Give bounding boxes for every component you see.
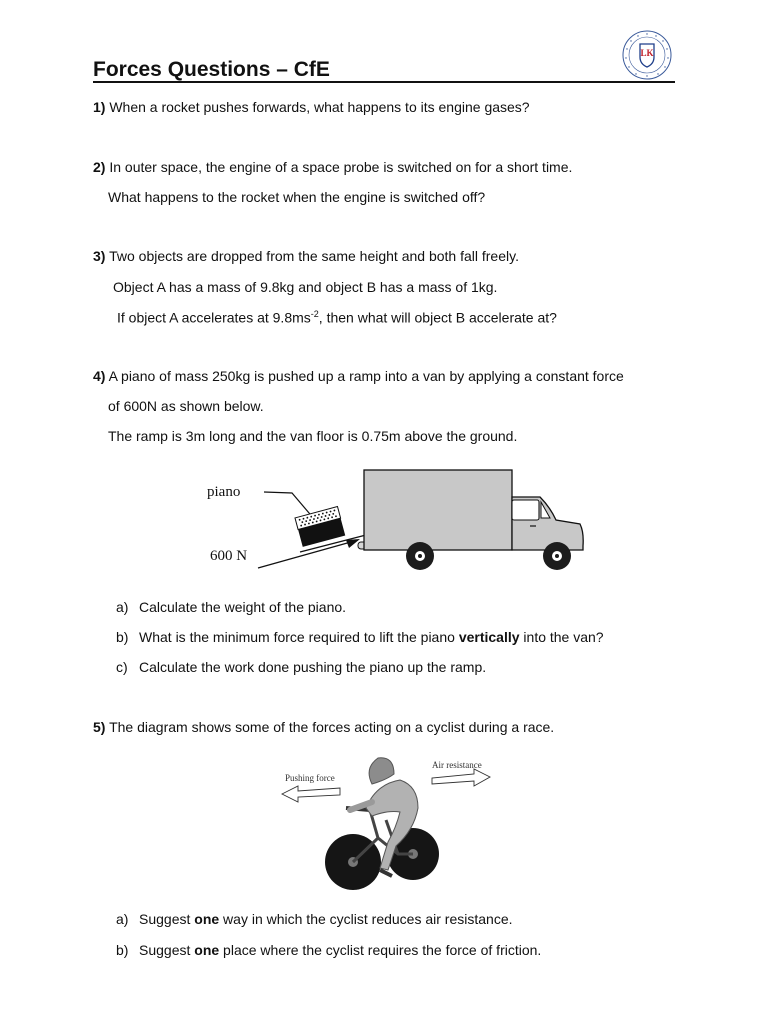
cyclist-icon [325, 758, 439, 890]
q4-part-c-label: c) [116, 659, 128, 675]
piano-icon [295, 507, 345, 547]
page-title: Forces Questions – CfE [93, 58, 330, 81]
q5-part-b-label: b) [116, 942, 129, 958]
question-3-line-3 [117, 309, 557, 326]
q4-part-a-text [139, 599, 346, 615]
air-resistance-label: Air resistance [432, 760, 482, 770]
q4-part-c-text [139, 659, 486, 675]
q5-part-b-bold: one [194, 942, 220, 958]
question-2-number: 2) [93, 159, 106, 175]
question-4-line-1 [93, 368, 624, 384]
piano-label: piano [207, 484, 241, 500]
q4-part-c-pre: Calculate the work done pushing the piano up the ramp. [139, 659, 487, 675]
pushing-force-arrow [282, 786, 340, 802]
question-4-number: 4) [93, 368, 106, 384]
q4-part-b-post: into the van? [519, 629, 604, 645]
q5-part-a-pre: Suggest [139, 911, 195, 927]
question-2-line-1 [93, 159, 572, 175]
question-3-superscript: -2 [310, 309, 319, 319]
van-cargo-box [364, 470, 512, 550]
piano-van-diagram [200, 462, 595, 576]
question-4-line-3: The ramp is 3m long and the van floor is 0.75m above the ground. [108, 428, 518, 444]
q5-part-b-pre: Suggest [139, 942, 195, 958]
force-label: 600 N [210, 548, 248, 564]
question-2-text-1: In outer space, the engine of a space probe is switched on for a short time. [109, 159, 573, 175]
q4-part-a-label: a) [116, 599, 129, 615]
van-window [512, 500, 539, 520]
title-underline [93, 81, 675, 83]
q4-part-b-pre: What is the minimum force required to lift the piano [139, 629, 459, 645]
question-4-text-1: A piano of mass 250kg is pushed up a ramp into a van by applying a constant force [108, 368, 624, 384]
question-5 [93, 719, 554, 735]
q5-part-b-post: place where the cyclist requires the force of friction. [219, 942, 542, 958]
question-4-line-2: of 600N as shown below. [108, 398, 264, 414]
q4-part-b-label: b) [116, 629, 129, 645]
q4-part-b-bold: vertically [458, 629, 520, 645]
question-3-text-3a: If object A accelerates at 9.8ms [117, 309, 311, 326]
question-3-line-1 [93, 248, 519, 264]
question-1 [93, 99, 530, 115]
q5-part-a-text [139, 911, 513, 927]
q5-part-a-label: a) [116, 911, 129, 927]
question-3-line-2: Object A has a mass of 9.8kg and object B has a mass of 1kg. [113, 279, 498, 295]
question-3-number: 3) [93, 248, 106, 264]
question-3-text-3b: , then what will object B accelerate at? [318, 309, 557, 326]
q5-part-a-bold: one [194, 911, 220, 927]
question-2-line-2: What happens to the rocket when the engine is switched off? [108, 189, 486, 205]
q4-part-a-pre: Calculate the weight of the piano. [139, 599, 347, 615]
q5-part-b-text [139, 942, 541, 958]
cyclist-diagram [268, 750, 500, 898]
question-1-text: When a rocket pushes forwards, what happens to its engine gases? [109, 99, 530, 115]
question-5-number: 5) [93, 719, 106, 735]
question-1-number: 1) [93, 99, 106, 115]
air-resistance-arrow [432, 769, 490, 786]
question-3-text-1: Two objects are dropped from the same height and both fall freely. [109, 248, 519, 264]
q5-part-a-post: way in which the cyclist reduces air resistance. [219, 911, 513, 927]
logo-letters: LK [640, 48, 654, 58]
pushing-force-label: Pushing force [285, 773, 335, 783]
question-5-text: The diagram shows some of the forces acting on a cyclist during a race. [109, 719, 555, 735]
school-crest-logo [621, 29, 673, 81]
q4-part-b-text [139, 629, 604, 645]
